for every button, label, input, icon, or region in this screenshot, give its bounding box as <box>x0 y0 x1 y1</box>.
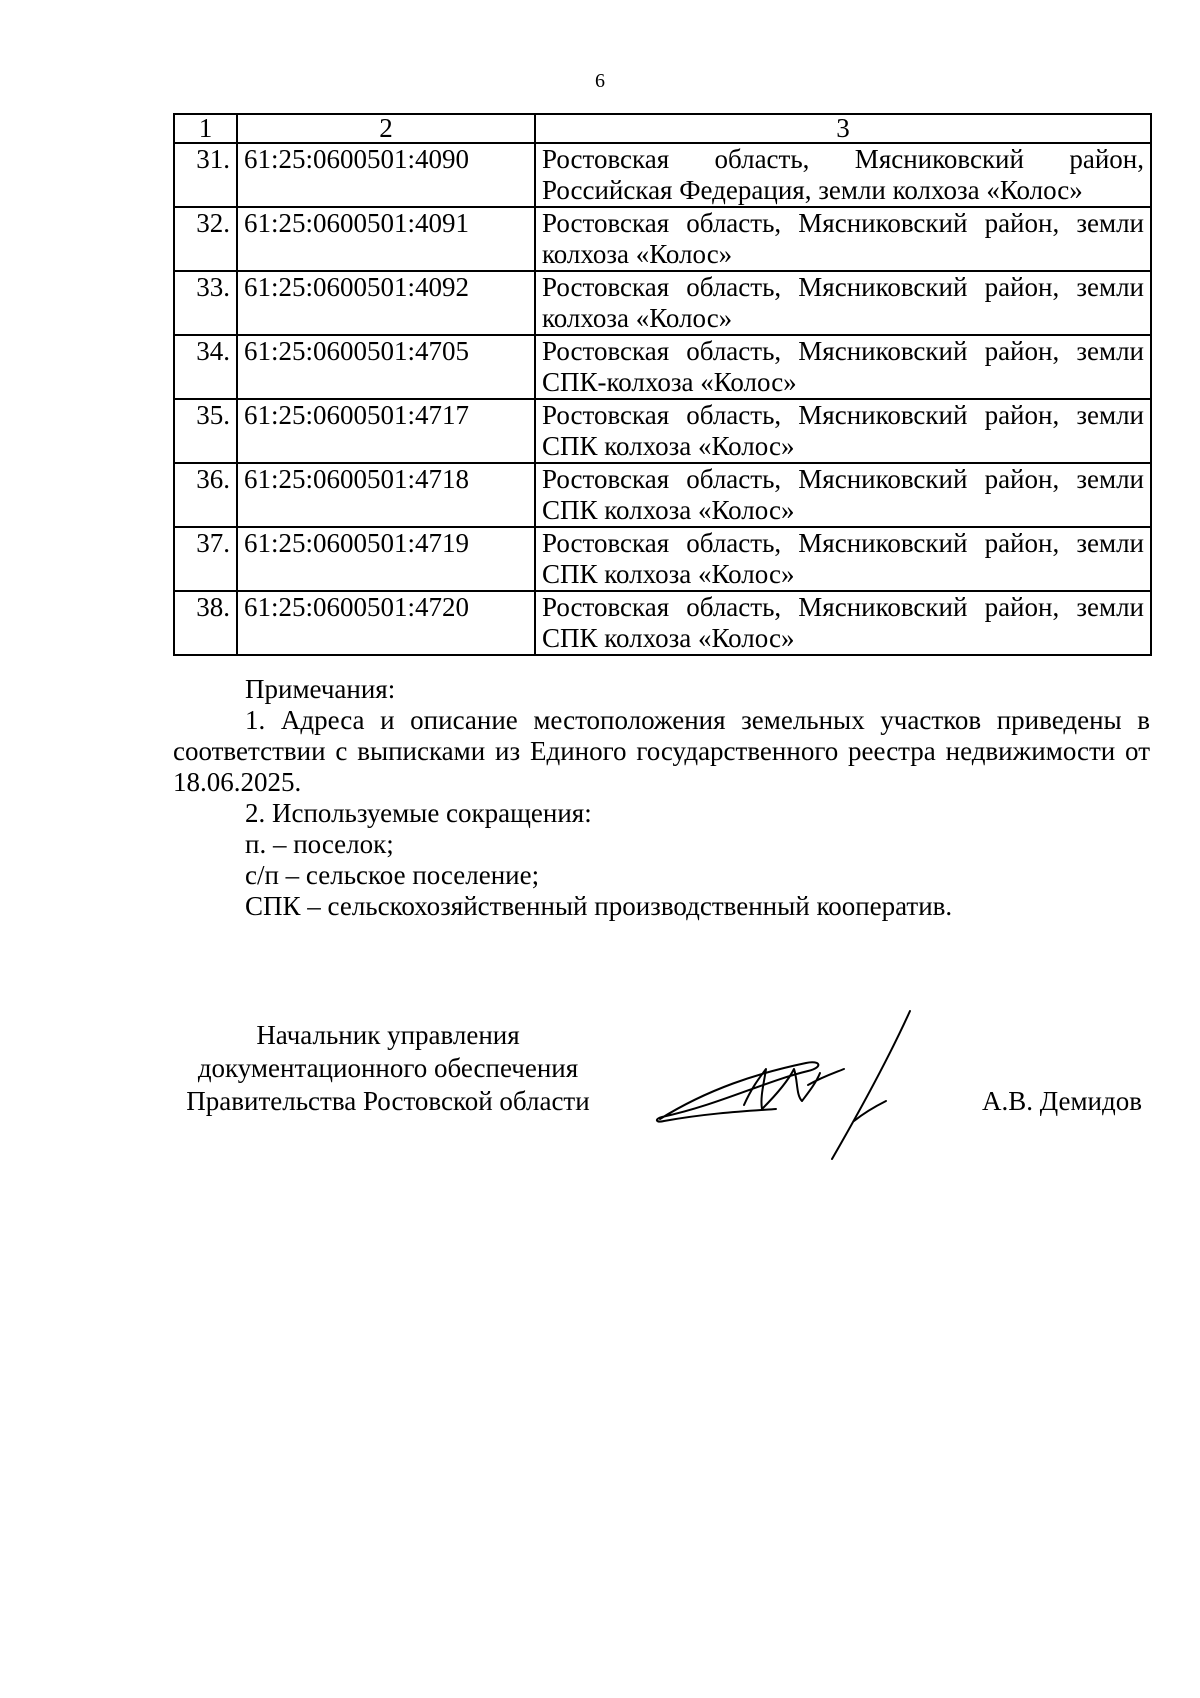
address-cell <box>535 399 1151 463</box>
address-cell <box>535 271 1151 335</box>
row-number: 32. <box>174 207 237 271</box>
cadastral-number: 61:25:0600501:4720 <box>237 591 535 655</box>
address-line: Ростовская область, Мясниковский район, <box>542 144 1144 174</box>
cadastral-number: 61:25:0600501:4092 <box>237 271 535 335</box>
cadastral-number: 61:25:0600501:4705 <box>237 335 535 399</box>
row-number: 36. <box>174 463 237 527</box>
table-header-row <box>174 114 1151 143</box>
signer-position <box>173 1019 603 1118</box>
table-row <box>174 335 1151 399</box>
table-body <box>174 143 1151 655</box>
cadastral-number: 61:25:0600501:4718 <box>237 463 535 527</box>
address-line: Российская Федерация, земли колхоза «Колос» <box>542 175 1083 205</box>
notes-section <box>173 674 1150 922</box>
address-line: СПК-колхоза «Колос» <box>542 367 797 397</box>
address-line: СПК колхоза «Колос» <box>542 495 795 525</box>
address-cell <box>535 527 1151 591</box>
abbreviation-item: п. – поселок; <box>245 829 394 859</box>
cadastral-number: 61:25:0600501:4719 <box>237 527 535 591</box>
signer-name: А.В. Демидов <box>981 1086 1142 1116</box>
signer-position-line: Правительства Ростовской области <box>186 1086 590 1116</box>
parcels-table <box>173 113 1152 656</box>
cadastral-number: 61:25:0600501:4091 <box>237 207 535 271</box>
handwritten-signature <box>648 997 948 1167</box>
column-header-address: 3 <box>535 114 1151 143</box>
table-row <box>174 143 1151 207</box>
address-cell <box>535 207 1151 271</box>
row-number: 34. <box>174 335 237 399</box>
address-line: колхоза «Колос» <box>542 239 733 269</box>
address-cell <box>535 143 1151 207</box>
address-line: Ростовская область, Мясниковский район, земли <box>542 528 1144 558</box>
row-number: 37. <box>174 527 237 591</box>
notes-title: Примечания: <box>245 674 396 704</box>
address-cell <box>535 335 1151 399</box>
row-number: 31. <box>174 143 237 207</box>
address-line: Ростовская область, Мясниковский район, земли <box>542 464 1144 494</box>
row-number: 35. <box>174 399 237 463</box>
address-line: Ростовская область, Мясниковский район, земли <box>542 336 1144 366</box>
table-row <box>174 271 1151 335</box>
address-line: СПК колхоза «Колос» <box>542 431 795 461</box>
note-item-2: 2. Используемые сокращения: <box>245 798 592 828</box>
address-line: Ростовская область, Мясниковский район, земли <box>542 592 1144 622</box>
note-item-1: 1. Адреса и описание местоположения земельных участков приведены в соответствии с выписками из Единого государственного реестра недвижимости от 18.06.2025. <box>173 705 1150 797</box>
address-line: СПК колхоза «Колос» <box>542 623 795 653</box>
address-line: СПК колхоза «Колос» <box>542 559 795 589</box>
signature-block <box>173 1019 1150 1169</box>
address-cell <box>535 463 1151 527</box>
table-row <box>174 399 1151 463</box>
address-line: Ростовская область, Мясниковский район, земли <box>542 400 1144 430</box>
cadastral-number: 61:25:0600501:4717 <box>237 399 535 463</box>
cadastral-number: 61:25:0600501:4090 <box>237 143 535 207</box>
address-line: Ростовская область, Мясниковский район, земли <box>542 208 1144 238</box>
row-number: 38. <box>174 591 237 655</box>
column-header-number: 1 <box>174 114 237 143</box>
signer-position-line: Начальник управления <box>256 1020 520 1050</box>
table-row <box>174 527 1151 591</box>
address-cell <box>535 591 1151 655</box>
table-row <box>174 463 1151 527</box>
table-row <box>174 207 1151 271</box>
abbreviation-item: СПК – сельскохозяйственный производственный кооператив. <box>245 891 953 921</box>
address-line: колхоза «Колос» <box>542 303 733 333</box>
page-number: 6 <box>595 70 605 92</box>
abbreviation-item: с/п – сельское поселение; <box>245 860 540 890</box>
row-number: 33. <box>174 271 237 335</box>
signer-position-line: документационного обеспечения <box>197 1053 579 1083</box>
address-line: Ростовская область, Мясниковский район, земли <box>542 272 1144 302</box>
table-row <box>174 591 1151 655</box>
column-header-cadastral: 2 <box>237 114 535 143</box>
